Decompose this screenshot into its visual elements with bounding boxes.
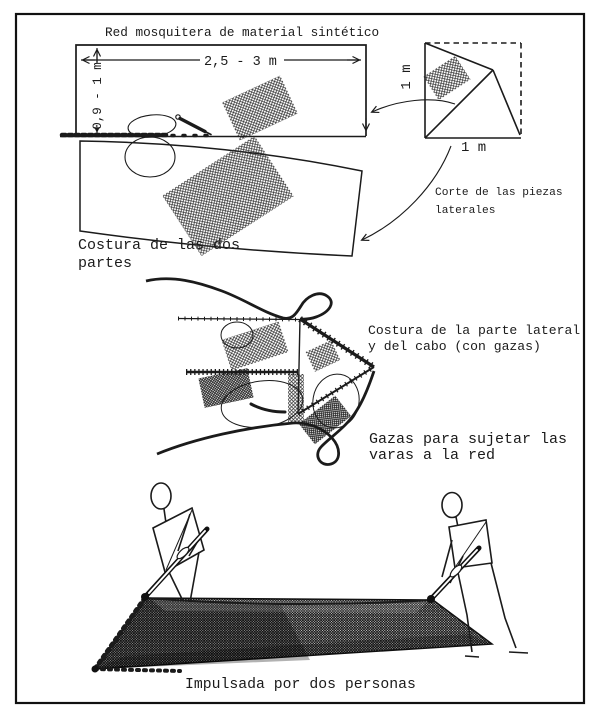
foot xyxy=(509,652,528,653)
net-fabric-patch xyxy=(306,340,341,372)
sewing-needle-icon xyxy=(251,404,285,412)
label-rod-loops-line1: Gazas para sujetar las xyxy=(369,431,568,448)
push-net-scene xyxy=(92,483,529,673)
arrow-square-to-panel xyxy=(372,100,455,112)
label-lateral-seam-line2: y del cabo (con gazas) xyxy=(368,339,541,354)
leg xyxy=(168,570,183,601)
side-piece-square xyxy=(423,43,521,138)
leg xyxy=(190,552,199,602)
rod-tip-knob xyxy=(141,593,149,601)
lateral-assembly xyxy=(146,279,374,465)
label-cut-side-pieces-line2: laterales xyxy=(435,205,496,217)
net-fabric-patch xyxy=(299,396,351,445)
diagram-title: Red mosquitera de material sintético xyxy=(105,25,380,40)
net-fabric-patch xyxy=(423,56,470,100)
arm xyxy=(442,540,452,577)
height-dimension-label: 0,9 - 1 m xyxy=(91,62,105,130)
head xyxy=(151,483,171,509)
net-fabric-patch xyxy=(222,322,289,371)
rod-tip-knob xyxy=(427,595,435,603)
foot xyxy=(465,656,479,657)
net-fabric-patch xyxy=(288,374,304,422)
square-side-label-horizontal: 1 m xyxy=(461,140,487,156)
head xyxy=(442,493,462,518)
push-net xyxy=(92,598,493,673)
caption: Impulsada por dos personas xyxy=(185,677,416,693)
label-seam-two-parts-line1: Costura de las dos xyxy=(78,237,241,254)
label-seam-two-parts-line2: partes xyxy=(78,255,133,272)
leg xyxy=(491,563,516,648)
label-rod-loops-line2: varas a la red xyxy=(369,447,496,464)
rope-with-top-loop xyxy=(146,279,331,319)
label-lateral-seam-line1: Costura de la parte lateral xyxy=(368,323,581,338)
label-cut-side-pieces-line1: Corte de las piezas xyxy=(435,187,563,199)
width-dimension-label: 2,5 - 3 m xyxy=(204,55,277,70)
square-side-label-vertical: 1 m xyxy=(399,64,415,90)
weighted-edge-beads xyxy=(95,669,180,671)
